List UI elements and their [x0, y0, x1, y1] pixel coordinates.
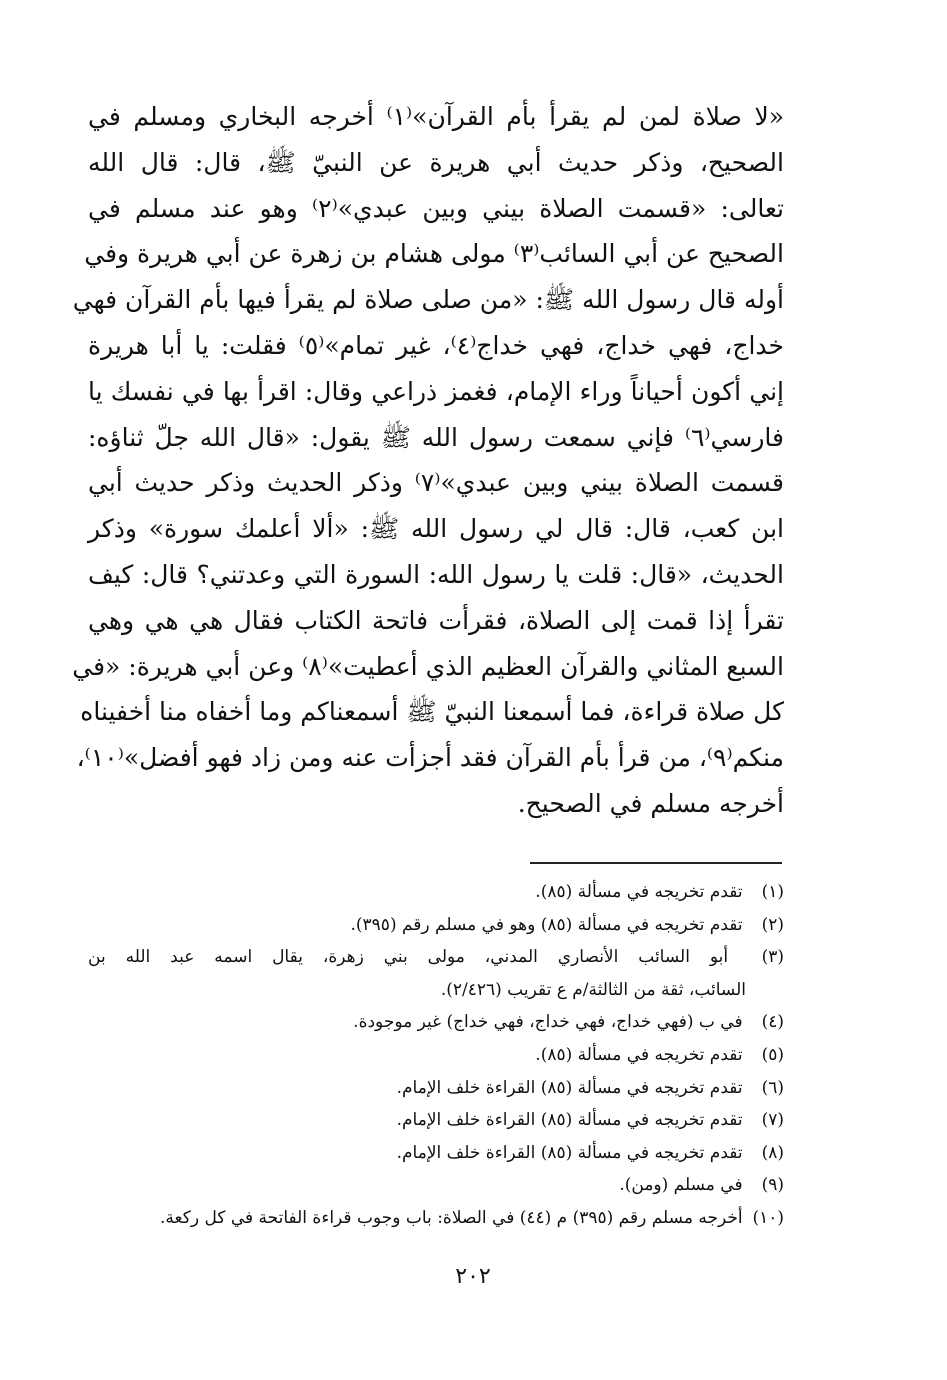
footnote-number: (٧) [761, 1110, 784, 1131]
footnote-number: (٦) [761, 1077, 784, 1098]
footnote-text: أبو السائب الأنصاري المدني، مولى بني زهرة، يقال اسمه عبد الله بن [88, 947, 729, 968]
main-text-line: تعالى: «قسمت الصلاة بيني وبين عبدي»⁽٢⁾ وهو عند مسلم في [88, 193, 784, 223]
footnote-text: تقدم تخريجه في مسألة (٨٥) وهو في مسلم رقم (٣٩٥). [350, 914, 743, 935]
footnote-continuation: السائب، ثقة من الثالثة/م ع تقريب (٢/٤٢٦). [440, 979, 746, 1000]
footnote-text: تقدم تخريجه في مسألة (٨٥). [535, 1044, 743, 1065]
footnote-text: تقدم تخريجه في مسألة (٨٥) القراءة خلف الإمام. [396, 1077, 743, 1098]
main-text-line: الصحيح، وذكر حديث أبي هريرة عن النبيّ ﷺ، قال: قال الله [88, 147, 784, 177]
main-text-line: أوله قال رسول الله ﷺ: «من صلى صلاة لم يقرأ فيها بأم القرآن فهي [72, 285, 784, 315]
footnote-text: أخرجه مسلم رقم (٣٩٥) م (٤٤) في الصلاة: باب وجوب قراءة الفاتحة في كل ركعة. [160, 1207, 743, 1228]
main-text-line: خداج، فهي خداج، فهي خداج⁽٤⁾، غير تمام»⁽٥⁾ فقلت: يا أبا هريرة [88, 330, 784, 360]
main-text-line: فارسي⁽٦⁾ فإني سمعت رسول الله ﷺ يقول: «قال الله جلّ ثناؤه: [88, 422, 784, 452]
footnote-number: (٣) [761, 947, 785, 968]
main-text-line: قسمت الصلاة بيني وبين عبدي»⁽٧⁾ وذكر الحديث وذكر حديث أبي [88, 468, 784, 498]
footnote-text: تقدم تخريجه في مسألة (٨٥) القراءة خلف الإمام. [396, 1142, 743, 1163]
main-text-line: ابن كعب، قال: قال لي رسول الله ﷺ: «ألا أعلمك سورة» وذكر [88, 514, 784, 544]
main-text-line: أخرجه مسلم في الصحيح. [517, 788, 784, 818]
footnote [88, 1169, 784, 1202]
main-text-line: كل صلاة قراءة، فما أسمعنا النبيّ ﷺ أسمعناكم وما أخفاه منا أخفيناه [80, 697, 784, 727]
footnote [88, 941, 784, 974]
footnote [88, 1039, 784, 1072]
footnote-number: (٤) [761, 1012, 784, 1033]
main-text-line: إني أكون أحياناً وراء الإمام، فغمز ذراعي وقال: اقرأ بها في نفسك يا [88, 376, 784, 406]
main-text-body [72, 94, 784, 827]
footnote-text: تقدم تخريجه في مسألة (٨٥). [535, 882, 743, 902]
footnote-number: (٥) [761, 1044, 784, 1065]
footnotes [88, 876, 784, 1235]
footnote [88, 876, 784, 909]
main-text-line: الصحيح عن أبي السائب⁽٣⁾ مولى هشام بن زهرة عن أبي هريرة وفي [84, 239, 784, 269]
footnote-number: (١٠) [752, 1207, 784, 1228]
footnote-text: تقدم تخريجه في مسألة (٨٥) القراءة خلف الإمام. [396, 1110, 743, 1131]
footnote [88, 1137, 784, 1170]
main-text-line: «لا صلاة لمن لم يقرأ بأم القرآن»⁽١⁾ أخرجه البخاري ومسلم في [88, 102, 784, 131]
main-text-line: السبع المثاني والقرآن العظيم الذي أعطيت»⁽٨⁾ وعن أبي هريرة: «في [72, 651, 784, 681]
main-text-line: منكم⁽٩⁾، من قرأ بأم القرآن فقد أجزأت عنه ومن زاد فهو أفضل»⁽١٠⁾، [76, 743, 784, 773]
main-text-line: الحديث، «قال: قلت يا رسول الله: السورة التي وعدتني؟ قال: كيف [88, 559, 784, 589]
footnote-text: في ب (فهي خداج، فهي خداج، فهي خداج) غير موجودة. [353, 1012, 743, 1033]
footnote-number: (٨) [761, 1142, 784, 1163]
main-text-line: تقرأ إذا قمت إلى الصلاة، فقرأت فاتحة الكتاب فقال هي هي وهي [88, 605, 784, 635]
footnote [88, 1104, 784, 1137]
footnote-text: في مسلم (ومن). [619, 1175, 743, 1196]
footnote-number: (٩) [761, 1175, 784, 1196]
page-number: ٢٠٢ [455, 1264, 491, 1289]
footnote [88, 1072, 784, 1105]
footnote [88, 1202, 784, 1235]
footnote-number: (١) [761, 882, 784, 902]
footnote [88, 1006, 784, 1039]
footnote-separator [530, 862, 782, 864]
footnote [88, 909, 784, 942]
footnote-number: (٢) [761, 914, 784, 935]
